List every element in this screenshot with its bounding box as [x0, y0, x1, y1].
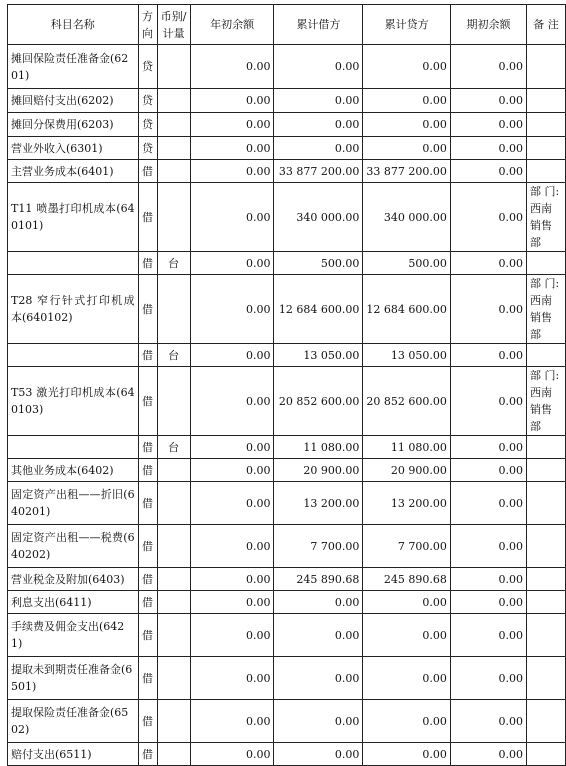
remark	[527, 252, 566, 275]
opening-balance: 0.00	[190, 344, 274, 367]
direction: 借	[138, 275, 157, 344]
closing-balance: 0.00	[450, 89, 526, 113]
cumulative-debit: 0.00	[274, 113, 363, 137]
direction: 借	[138, 525, 157, 568]
account-name: 摊回分保费用(6203)	[8, 113, 139, 137]
closing-balance: 0.00	[450, 344, 526, 367]
opening-balance: 0.00	[190, 743, 274, 766]
account-balance-table	[7, 4, 566, 766]
closing-balance: 0.00	[450, 160, 526, 183]
cumulative-credit: 12 684 600.00	[363, 275, 450, 344]
closing-balance: 0.00	[450, 591, 526, 614]
table-row	[8, 113, 566, 137]
cumulative-debit: 0.00	[274, 657, 363, 700]
opening-balance: 0.00	[190, 482, 274, 525]
account-name: 提取未到期责任准备金(6501)	[8, 657, 139, 700]
table-row	[8, 743, 566, 766]
unit	[157, 591, 190, 614]
cumulative-credit: 13 200.00	[363, 482, 450, 525]
cumulative-credit: 0.00	[363, 113, 450, 137]
cumulative-credit: 7 700.00	[363, 525, 450, 568]
account-name: 手续费及佣金支出(6421)	[8, 614, 139, 657]
opening-balance: 0.00	[190, 45, 274, 89]
cumulative-credit: 0.00	[363, 614, 450, 657]
account-name: 固定资产出租——税费(640202)	[8, 525, 139, 568]
closing-balance: 0.00	[450, 183, 526, 252]
closing-balance: 0.00	[450, 436, 526, 459]
header-unit: 币别/计量	[157, 5, 190, 45]
remark: 部 门:西南销售部	[527, 183, 566, 252]
remark	[527, 113, 566, 137]
direction: 借	[138, 183, 157, 252]
closing-balance: 0.00	[450, 252, 526, 275]
opening-balance: 0.00	[190, 657, 274, 700]
direction: 借	[138, 700, 157, 743]
direction: 借	[138, 344, 157, 367]
header-debit: 累计借方	[274, 5, 363, 45]
direction: 借	[138, 657, 157, 700]
unit: 台	[157, 436, 190, 459]
closing-balance: 0.00	[450, 568, 526, 591]
remark	[527, 614, 566, 657]
cumulative-credit: 245 890.68	[363, 568, 450, 591]
remark	[527, 743, 566, 766]
cumulative-credit: 11 080.00	[363, 436, 450, 459]
table-row	[8, 45, 566, 89]
direction: 贷	[138, 137, 157, 160]
cumulative-debit: 0.00	[274, 743, 363, 766]
account-name: 摊回赔付支出(6202)	[8, 89, 139, 113]
account-name: 营业税金及附加(6403)	[8, 568, 139, 591]
table-row	[8, 568, 566, 591]
closing-balance: 0.00	[450, 657, 526, 700]
table-row	[8, 436, 566, 459]
opening-balance: 0.00	[190, 367, 274, 436]
cumulative-credit: 340 000.00	[363, 183, 450, 252]
cumulative-debit: 0.00	[274, 591, 363, 614]
closing-balance: 0.00	[450, 525, 526, 568]
closing-balance: 0.00	[450, 113, 526, 137]
table-row	[8, 160, 566, 183]
opening-balance: 0.00	[190, 183, 274, 252]
unit	[157, 743, 190, 766]
cumulative-debit: 0.00	[274, 89, 363, 113]
table-row	[8, 614, 566, 657]
table-row	[8, 183, 566, 252]
account-name: 提取保险责任准备金(6502)	[8, 700, 139, 743]
remark	[527, 568, 566, 591]
direction: 借	[138, 743, 157, 766]
opening-balance: 0.00	[190, 137, 274, 160]
remark	[527, 700, 566, 743]
remark	[527, 160, 566, 183]
cumulative-credit: 0.00	[363, 743, 450, 766]
table-row	[8, 482, 566, 525]
header-credit: 累计贷方	[363, 5, 450, 45]
direction: 借	[138, 160, 157, 183]
table-row	[8, 89, 566, 113]
cumulative-credit: 0.00	[363, 137, 450, 160]
account-name: 营业外收入(6301)	[8, 137, 139, 160]
cumulative-debit: 245 890.68	[274, 568, 363, 591]
table-row	[8, 252, 566, 275]
cumulative-debit: 0.00	[274, 45, 363, 89]
direction: 贷	[138, 113, 157, 137]
remark: 部 门:西南销售部	[527, 367, 566, 436]
opening-balance: 0.00	[190, 700, 274, 743]
table-row	[8, 459, 566, 482]
table-row	[8, 657, 566, 700]
account-name: T28 窄行针式打印机成本(640102)	[8, 275, 139, 344]
closing-balance: 0.00	[450, 367, 526, 436]
account-name: 固定资产出租——折旧(640201)	[8, 482, 139, 525]
account-name: 赔付支出(6511)	[8, 743, 139, 766]
table-row	[8, 700, 566, 743]
opening-balance: 0.00	[190, 252, 274, 275]
direction: 借	[138, 459, 157, 482]
closing-balance: 0.00	[450, 614, 526, 657]
unit	[157, 160, 190, 183]
header-name: 科目名称	[8, 5, 139, 45]
table-row	[8, 137, 566, 160]
unit	[157, 459, 190, 482]
opening-balance: 0.00	[190, 568, 274, 591]
cumulative-debit: 13 200.00	[274, 482, 363, 525]
cumulative-credit: 13 050.00	[363, 344, 450, 367]
cumulative-credit: 0.00	[363, 45, 450, 89]
cumulative-debit: 13 050.00	[274, 344, 363, 367]
cumulative-credit: 20 852 600.00	[363, 367, 450, 436]
table-row	[8, 367, 566, 436]
opening-balance: 0.00	[190, 436, 274, 459]
unit: 台	[157, 252, 190, 275]
unit	[157, 183, 190, 252]
direction: 借	[138, 367, 157, 436]
account-name	[8, 344, 139, 367]
direction: 贷	[138, 89, 157, 113]
direction: 借	[138, 252, 157, 275]
remark	[527, 137, 566, 160]
unit	[157, 614, 190, 657]
unit	[157, 700, 190, 743]
opening-balance: 0.00	[190, 113, 274, 137]
account-name	[8, 252, 139, 275]
opening-balance: 0.00	[190, 525, 274, 568]
opening-balance: 0.00	[190, 89, 274, 113]
header-closing: 期初余额	[450, 5, 526, 45]
table-header	[8, 5, 566, 45]
unit	[157, 113, 190, 137]
unit	[157, 89, 190, 113]
closing-balance: 0.00	[450, 743, 526, 766]
remark	[527, 459, 566, 482]
account-name: 利息支出(6411)	[8, 591, 139, 614]
cumulative-credit: 0.00	[363, 591, 450, 614]
unit	[157, 482, 190, 525]
opening-balance: 0.00	[190, 160, 274, 183]
cumulative-credit: 0.00	[363, 89, 450, 113]
remark	[527, 45, 566, 89]
table-row	[8, 275, 566, 344]
table-row	[8, 525, 566, 568]
remark	[527, 482, 566, 525]
cumulative-debit: 33 877 200.00	[274, 160, 363, 183]
table-body	[8, 45, 566, 766]
cumulative-debit: 7 700.00	[274, 525, 363, 568]
cumulative-credit: 33 877 200.00	[363, 160, 450, 183]
unit	[157, 525, 190, 568]
cumulative-debit: 0.00	[274, 137, 363, 160]
unit	[157, 568, 190, 591]
direction: 借	[138, 614, 157, 657]
closing-balance: 0.00	[450, 137, 526, 160]
cumulative-credit: 500.00	[363, 252, 450, 275]
account-name: 主营业务成本(6401)	[8, 160, 139, 183]
unit	[157, 367, 190, 436]
closing-balance: 0.00	[450, 482, 526, 525]
direction: 贷	[138, 45, 157, 89]
opening-balance: 0.00	[190, 459, 274, 482]
closing-balance: 0.00	[450, 700, 526, 743]
remark	[527, 657, 566, 700]
direction: 借	[138, 482, 157, 525]
account-name: T53 激光打印机成本(640103)	[8, 367, 139, 436]
cumulative-debit: 12 684 600.00	[274, 275, 363, 344]
closing-balance: 0.00	[450, 459, 526, 482]
unit	[157, 657, 190, 700]
cumulative-debit: 340 000.00	[274, 183, 363, 252]
cumulative-debit: 20 900.00	[274, 459, 363, 482]
header-remark: 备 注	[527, 5, 566, 45]
closing-balance: 0.00	[450, 275, 526, 344]
closing-balance: 0.00	[450, 45, 526, 89]
remark	[527, 344, 566, 367]
cumulative-credit: 20 900.00	[363, 459, 450, 482]
table-row	[8, 344, 566, 367]
opening-balance: 0.00	[190, 591, 274, 614]
account-name	[8, 436, 139, 459]
remark	[527, 525, 566, 568]
header-opening: 年初余额	[190, 5, 274, 45]
cumulative-debit: 11 080.00	[274, 436, 363, 459]
remark	[527, 591, 566, 614]
cumulative-debit: 20 852 600.00	[274, 367, 363, 436]
opening-balance: 0.00	[190, 275, 274, 344]
unit: 台	[157, 344, 190, 367]
cumulative-debit: 500.00	[274, 252, 363, 275]
account-name: T11 喷墨打印机成本(640101)	[8, 183, 139, 252]
unit	[157, 45, 190, 89]
cumulative-debit: 0.00	[274, 700, 363, 743]
remark	[527, 436, 566, 459]
cumulative-credit: 0.00	[363, 657, 450, 700]
direction: 借	[138, 568, 157, 591]
remark	[527, 89, 566, 113]
unit	[157, 137, 190, 160]
cumulative-credit: 0.00	[363, 700, 450, 743]
account-name: 其他业务成本(6402)	[8, 459, 139, 482]
cumulative-debit: 0.00	[274, 614, 363, 657]
opening-balance: 0.00	[190, 614, 274, 657]
table-row	[8, 591, 566, 614]
unit	[157, 275, 190, 344]
direction: 借	[138, 436, 157, 459]
direction: 借	[138, 591, 157, 614]
account-name: 摊回保险责任准备金(6201)	[8, 45, 139, 89]
remark: 部 门:西南销售部	[527, 275, 566, 344]
header-direction: 方向	[138, 5, 157, 45]
